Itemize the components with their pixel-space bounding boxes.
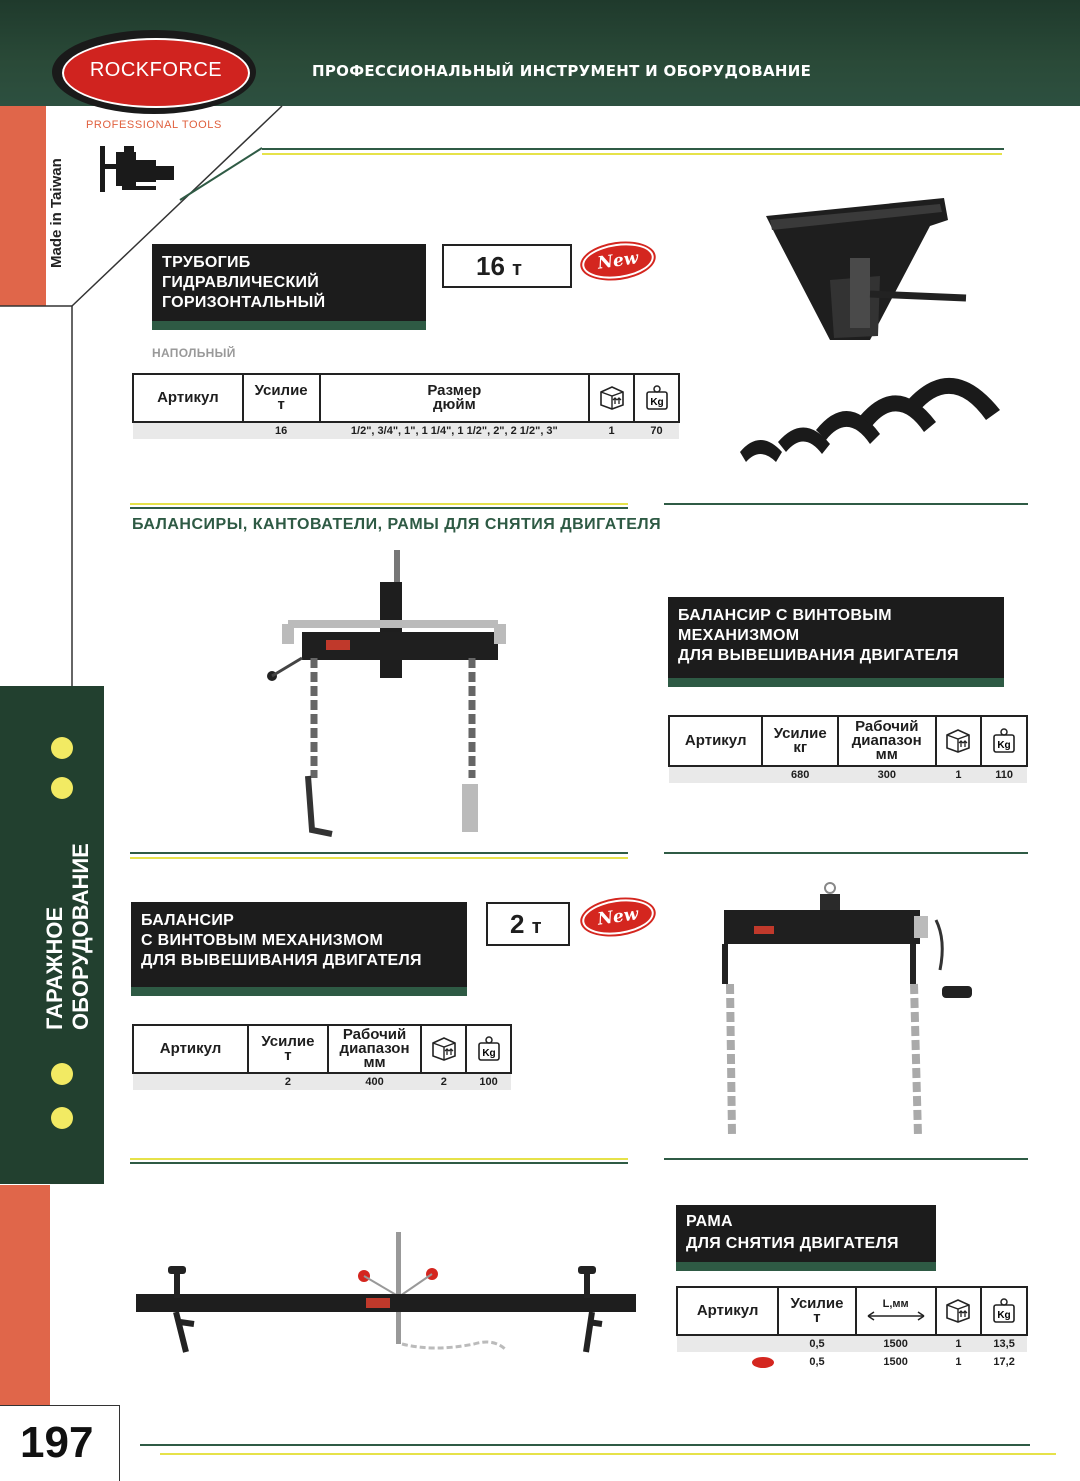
title-underbar <box>131 987 467 996</box>
tonnage-value: 16 <box>476 251 505 281</box>
separator-accent <box>262 153 1002 155</box>
weight-icon <box>466 1025 511 1073</box>
title-underbar <box>152 321 426 330</box>
separator <box>664 503 1028 505</box>
tonnage-unit: т <box>512 258 522 280</box>
col-range: Рабочий диапазон мм <box>328 1025 422 1073</box>
new-badge: New <box>580 895 656 939</box>
col-force: Усилие т <box>243 374 320 422</box>
tonnage-badge <box>486 902 570 946</box>
double-arrow-icon <box>864 1311 928 1321</box>
pipe-bender-spec-table <box>132 373 680 442</box>
title-underbar <box>668 678 1004 687</box>
weight-icon <box>634 374 679 422</box>
col-article: Артикул <box>677 1287 778 1335</box>
separator <box>130 1162 628 1164</box>
title-line: БАЛАНСИР <box>141 912 235 929</box>
title-line: ДЛЯ ВЫВЕШИВАНИЯ ДВИГАТЕЛЯ <box>141 952 422 969</box>
svg-text:Kg: Kg <box>481 1047 496 1059</box>
vise-icon <box>98 142 180 194</box>
separator-accent <box>130 1158 628 1160</box>
brand-name: ROCKFORCE <box>89 59 223 81</box>
col-size: Размер дюйм <box>320 374 590 422</box>
box-icon <box>936 1287 982 1335</box>
title-line: ГИДРАВЛИЧЕСКИЙ <box>162 274 320 291</box>
separator <box>664 1158 1028 1160</box>
title-line: МЕХАНИЗМОМ <box>678 627 800 644</box>
separator-accent <box>160 1453 1056 1455</box>
new-mini-badge <box>677 1353 778 1371</box>
separator <box>140 1444 1030 1446</box>
table-row: 2 400 2 100 <box>133 1073 511 1091</box>
sidebar-accent-bottom <box>0 1185 50 1405</box>
category-title <box>42 843 94 1030</box>
page-number: 197 <box>20 1418 94 1467</box>
title-underbar <box>676 1262 936 1271</box>
weight-icon <box>981 716 1027 766</box>
engine-frame-spec-table <box>676 1286 1028 1373</box>
decor-dot <box>51 1107 73 1129</box>
title-line: ГОРИЗОНТАЛЬНЫЙ <box>162 294 326 311</box>
balancer-680-spec-table <box>668 715 1028 786</box>
col-force: Усилие т <box>778 1287 856 1335</box>
category-title-line1: ГАРАЖНОЕ <box>42 906 67 1030</box>
balancer-680-image <box>262 548 512 838</box>
header-title: ПРОФЕССИОНАЛЬНЫЙ ИНСТРУМЕНТ И ОБОРУДОВАНИЕ <box>312 62 812 80</box>
tonnage-badge <box>442 244 572 288</box>
separator-accent <box>130 503 628 505</box>
title-line: РАМА <box>686 1213 733 1230</box>
box-icon <box>421 1025 466 1073</box>
table-row: 680 300 1 110 <box>669 766 1027 784</box>
tonnage-value: 2 <box>510 909 525 939</box>
table-row: 0,5 1500 1 17,2 <box>677 1353 1027 1371</box>
title-line: ДЛЯ СНЯТИЯ ДВИГАТЕЛЯ <box>686 1235 899 1252</box>
separator-accent <box>130 857 628 859</box>
length-label: L,мм <box>882 1298 909 1310</box>
balancer-2t-image <box>710 880 980 1142</box>
category-title-line2: ОБОРУДОВАНИЕ <box>68 843 93 1030</box>
title-line: ДЛЯ ВЫВЕШИВАНИЯ ДВИГАТЕЛЯ <box>678 647 959 664</box>
tonnage-unit: т <box>531 916 542 938</box>
engine-frame-image <box>134 1226 644 1366</box>
col-force: Усилие т <box>248 1025 328 1073</box>
svg-text:Kg: Kg <box>997 739 1011 751</box>
pipe-bender-title <box>152 244 426 330</box>
svg-text:Kg: Kg <box>649 396 664 408</box>
col-article: Артикул <box>133 374 243 422</box>
title-line: С ВИНТОВЫМ МЕХАНИЗМОМ <box>141 932 384 949</box>
balancer-2t-title <box>131 902 467 996</box>
pipe-bender-subtitle: НАПОЛЬНЫЙ <box>152 346 236 360</box>
balancer-680-title <box>668 597 1004 687</box>
decor-dot <box>51 737 73 759</box>
weight-icon <box>981 1287 1027 1335</box>
col-length <box>856 1287 936 1335</box>
balancer-2t-spec-table <box>132 1024 512 1093</box>
decor-dot <box>51 777 73 799</box>
svg-text:Kg: Kg <box>997 1309 1011 1321</box>
title-line: ТРУБОГИБ <box>162 254 251 271</box>
engine-frame-title <box>676 1205 936 1271</box>
decor-dot <box>51 1063 73 1085</box>
box-icon <box>936 716 982 766</box>
separator <box>130 507 628 509</box>
separator <box>262 148 1004 150</box>
made-in-label: Made in Taiwan <box>48 158 65 268</box>
title-line: БАЛАНСИР С ВИНТОВЫМ <box>678 607 892 624</box>
col-article: Артикул <box>133 1025 248 1073</box>
col-force: Усилие кг <box>762 716 838 766</box>
brand-tagline: PROFESSIONAL TOOLS <box>86 119 222 131</box>
col-range: Рабочий диапазон мм <box>838 716 936 766</box>
col-article: Артикул <box>669 716 762 766</box>
new-badge: New <box>580 239 656 283</box>
box-icon <box>589 374 634 422</box>
pipe-bender-image <box>730 190 1030 490</box>
separator <box>664 852 1028 854</box>
table-row: 0,5 1500 1 13,5 <box>677 1335 1027 1353</box>
section-heading: БАЛАНСИРЫ, КАНТОВАТЕЛИ, РАМЫ ДЛЯ СНЯТИЯ ДВИГАТЕЛЯ <box>132 516 662 533</box>
table-row: 16 1/2", 3/4", 1", 1 1/4", 1 1/2", 2", 2 1/2", 3" 1 70 <box>133 422 679 440</box>
separator <box>130 852 628 854</box>
